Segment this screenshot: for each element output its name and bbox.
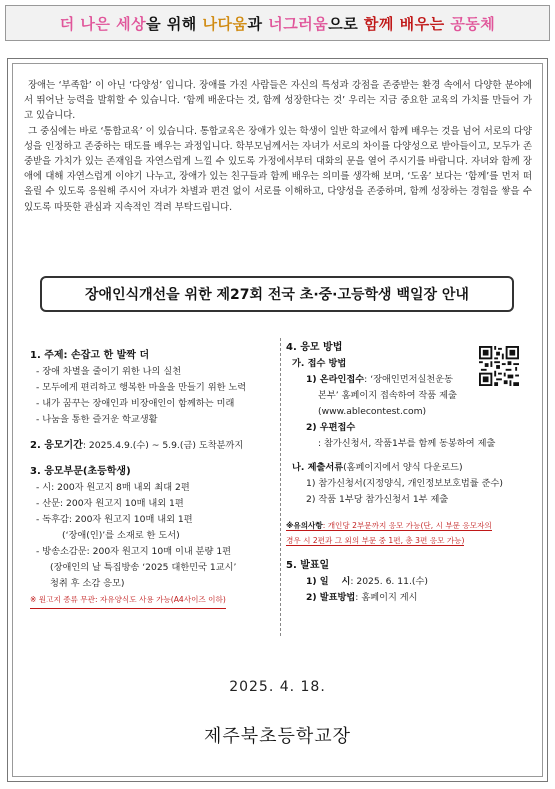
slogan-part: 너그러움 — [268, 14, 329, 33]
category-item: - 산문: 200자 원고지 10매 내외 1편 — [36, 498, 184, 509]
slogan-part: 과 — [247, 14, 269, 33]
section-announce-title: 5. 발표일 — [286, 560, 330, 571]
slogan-banner — [5, 5, 550, 41]
theme-item: - 나눔을 통한 즐거운 학교생활 — [36, 414, 158, 425]
right-column — [286, 340, 542, 606]
documents-item: 1) 참가신청서(지정양식, 개인정보보호법률 준수) — [306, 478, 503, 489]
documents-item: 2) 작품 1부당 참가신청서 1부 제출 — [306, 494, 449, 505]
method-online-url[interactable]: (www.ablecontest.com) — [318, 406, 427, 417]
slogan-part: 나다움 — [202, 14, 248, 33]
announce-method-label: 2) 발표방법 — [306, 592, 356, 603]
section-period-value: : 2025.4.9.(수) ~ 5.9.(금) 도착분까지 — [82, 440, 244, 451]
notice-title-text: 장애인식개선을 위한 제27회 전국 초·중·고등학생 백일장 안내 — [85, 287, 469, 303]
method-online-text: : ‘장애인먼저실천운동 — [364, 374, 453, 385]
method-mail-label: 2) 우편접수 — [306, 422, 356, 433]
announce-method — [286, 590, 542, 606]
column-divider — [280, 338, 281, 636]
slogan-part: 으로 — [328, 14, 364, 33]
caution-line-1: : 개인당 2부문까지 응모 가능(단, 시 부문 응모자의 — [322, 521, 492, 530]
slogan-part: 함께 배우는 — [363, 14, 445, 33]
manuscript-note-text: ※ 원고지 종류 무관: 자유양식도 사용 가능(A4사이즈 이하) — [30, 592, 226, 609]
theme-item: - 모두에게 편리하고 행복한 마을을 만들기 위한 노력 — [36, 382, 247, 393]
documents-title-row — [286, 460, 542, 476]
category-item: - 독후감: 200자 원고지 10매 내외 1편 — [36, 514, 193, 525]
documents-title-suffix: (홈페이지에서 양식 다운로드) — [343, 462, 463, 473]
slogan-part: 공동체 — [444, 14, 496, 33]
method-mail-text: : 참가신청서, 작품1부를 함께 동봉하여 제출 — [318, 438, 496, 449]
method-submit-title: 가. 접수 방법 — [292, 358, 347, 369]
caution-note-2 — [286, 533, 542, 548]
section-category-title: 3. 응모부문(초등학생) — [30, 466, 131, 477]
method-online-text-2: 본부’ 홈페이지 접속하여 작품 제출 — [318, 390, 457, 401]
theme-item: - 내가 꿈꾸는 장애인과 비장애인이 함께하는 미래 — [36, 398, 235, 409]
announce-date-value: : 2025. 6. 11.(수) — [350, 576, 428, 587]
announce-date-label: 1) 일 시 — [306, 576, 351, 587]
manuscript-note — [30, 592, 278, 609]
caution-label: ※유의사항 — [286, 521, 323, 530]
category-item: (장애인의 날 특집방송 ‘2025 대한민국 1교시’ — [50, 562, 237, 573]
section-method-title: 4. 응모 방법 — [286, 342, 343, 353]
slogan-part: 더 나은 세상 — [59, 14, 147, 33]
category-item: - 방송소감문: 200자 원고지 10매 이내 분량 1편 — [36, 546, 232, 557]
theme-item: - 장애 차별을 줄이기 위한 나의 실천 — [36, 366, 182, 377]
left-column — [30, 348, 278, 609]
announce-date — [286, 574, 542, 590]
issue-date: 2025. 4. 18. — [229, 679, 326, 695]
intro-paragraph-1: 장애는 ‘부족함’ 이 아닌 ‘다양성’ 입니다. 장애를 가진 사람들은 자신의 특성과 강점을 존중받는 환경 속에서 다양한 분야에서 뛰어난 능력을 발휘할 수 있습니다. ‘함께 배운다는 것, 함께 성장한다는 것’ 우리는 지금 중요한 교육의 가치를 만들어 가고 있습니다. — [24, 80, 532, 122]
slogan-part: 을 위해 — [146, 14, 203, 33]
caution-note — [286, 518, 542, 533]
section-theme-title: 1. 주제: 손잡고 한 발짝 더 — [30, 350, 150, 361]
category-item: - 시: 200자 원고지 8매 내외 최대 2편 — [36, 482, 190, 493]
category-item: 청취 후 소감 응모) — [50, 578, 125, 589]
qr-code-icon-graphic — [479, 346, 519, 386]
documents-title: 나. 제출서류 — [292, 462, 344, 473]
intro-text — [24, 78, 532, 215]
method-online-label: 1) 온라인접수 — [306, 374, 365, 385]
intro-paragraph-2: 그 중심에는 바로 ‘통합교육’ 이 있습니다. 통합교육은 장애가 있는 학생이 일반 학교에서 함께 배우는 것을 넘어 서로의 다양성을 인정하고 존중하는 태도를 배우는 과정입니다. 학부모님께서는 자녀가 서로의 차이를 다양성으로 받아들이고, 모두가 존중받을 가치가 있는 존재임을 자연스럽게 느낄 수 있도록 가정에서부터 대화의 문을 열어 주시기를 바랍니다. 자녀와 함께 장애에 대해 자연스럽게 이야기 나누고, 장애가 있는 친구들과 함께 배우는 의미를 생각해 보며, ‘도움’ 보다는 ‘함께’를 먼저 떠올릴 수 있도록 응원해 주시어 자녀가 차별과 편견 없이 서로를 이해하고, 다양성을 존중하며, 함께 성장하는 경험을 쌓을 수 있도록 따뜻한 관심과 지속적인 격려 부탁드립니다. — [24, 125, 532, 213]
qr-code-icon[interactable] — [479, 346, 519, 386]
announce-method-value: : 홈페이지 게시 — [355, 592, 418, 603]
school-principal: 제주북초등학교장 — [203, 726, 352, 747]
caution-line-2: 경우 시 2편과 그 외의 부문 중 1편, 총 3편 응모 가능) — [286, 536, 465, 545]
section-period — [30, 438, 278, 454]
notice-title — [40, 276, 514, 312]
category-item: (‘장애(인)’를 소재로 한 도서) — [62, 530, 180, 541]
section-period-title: 2. 응모기간 — [30, 440, 83, 451]
